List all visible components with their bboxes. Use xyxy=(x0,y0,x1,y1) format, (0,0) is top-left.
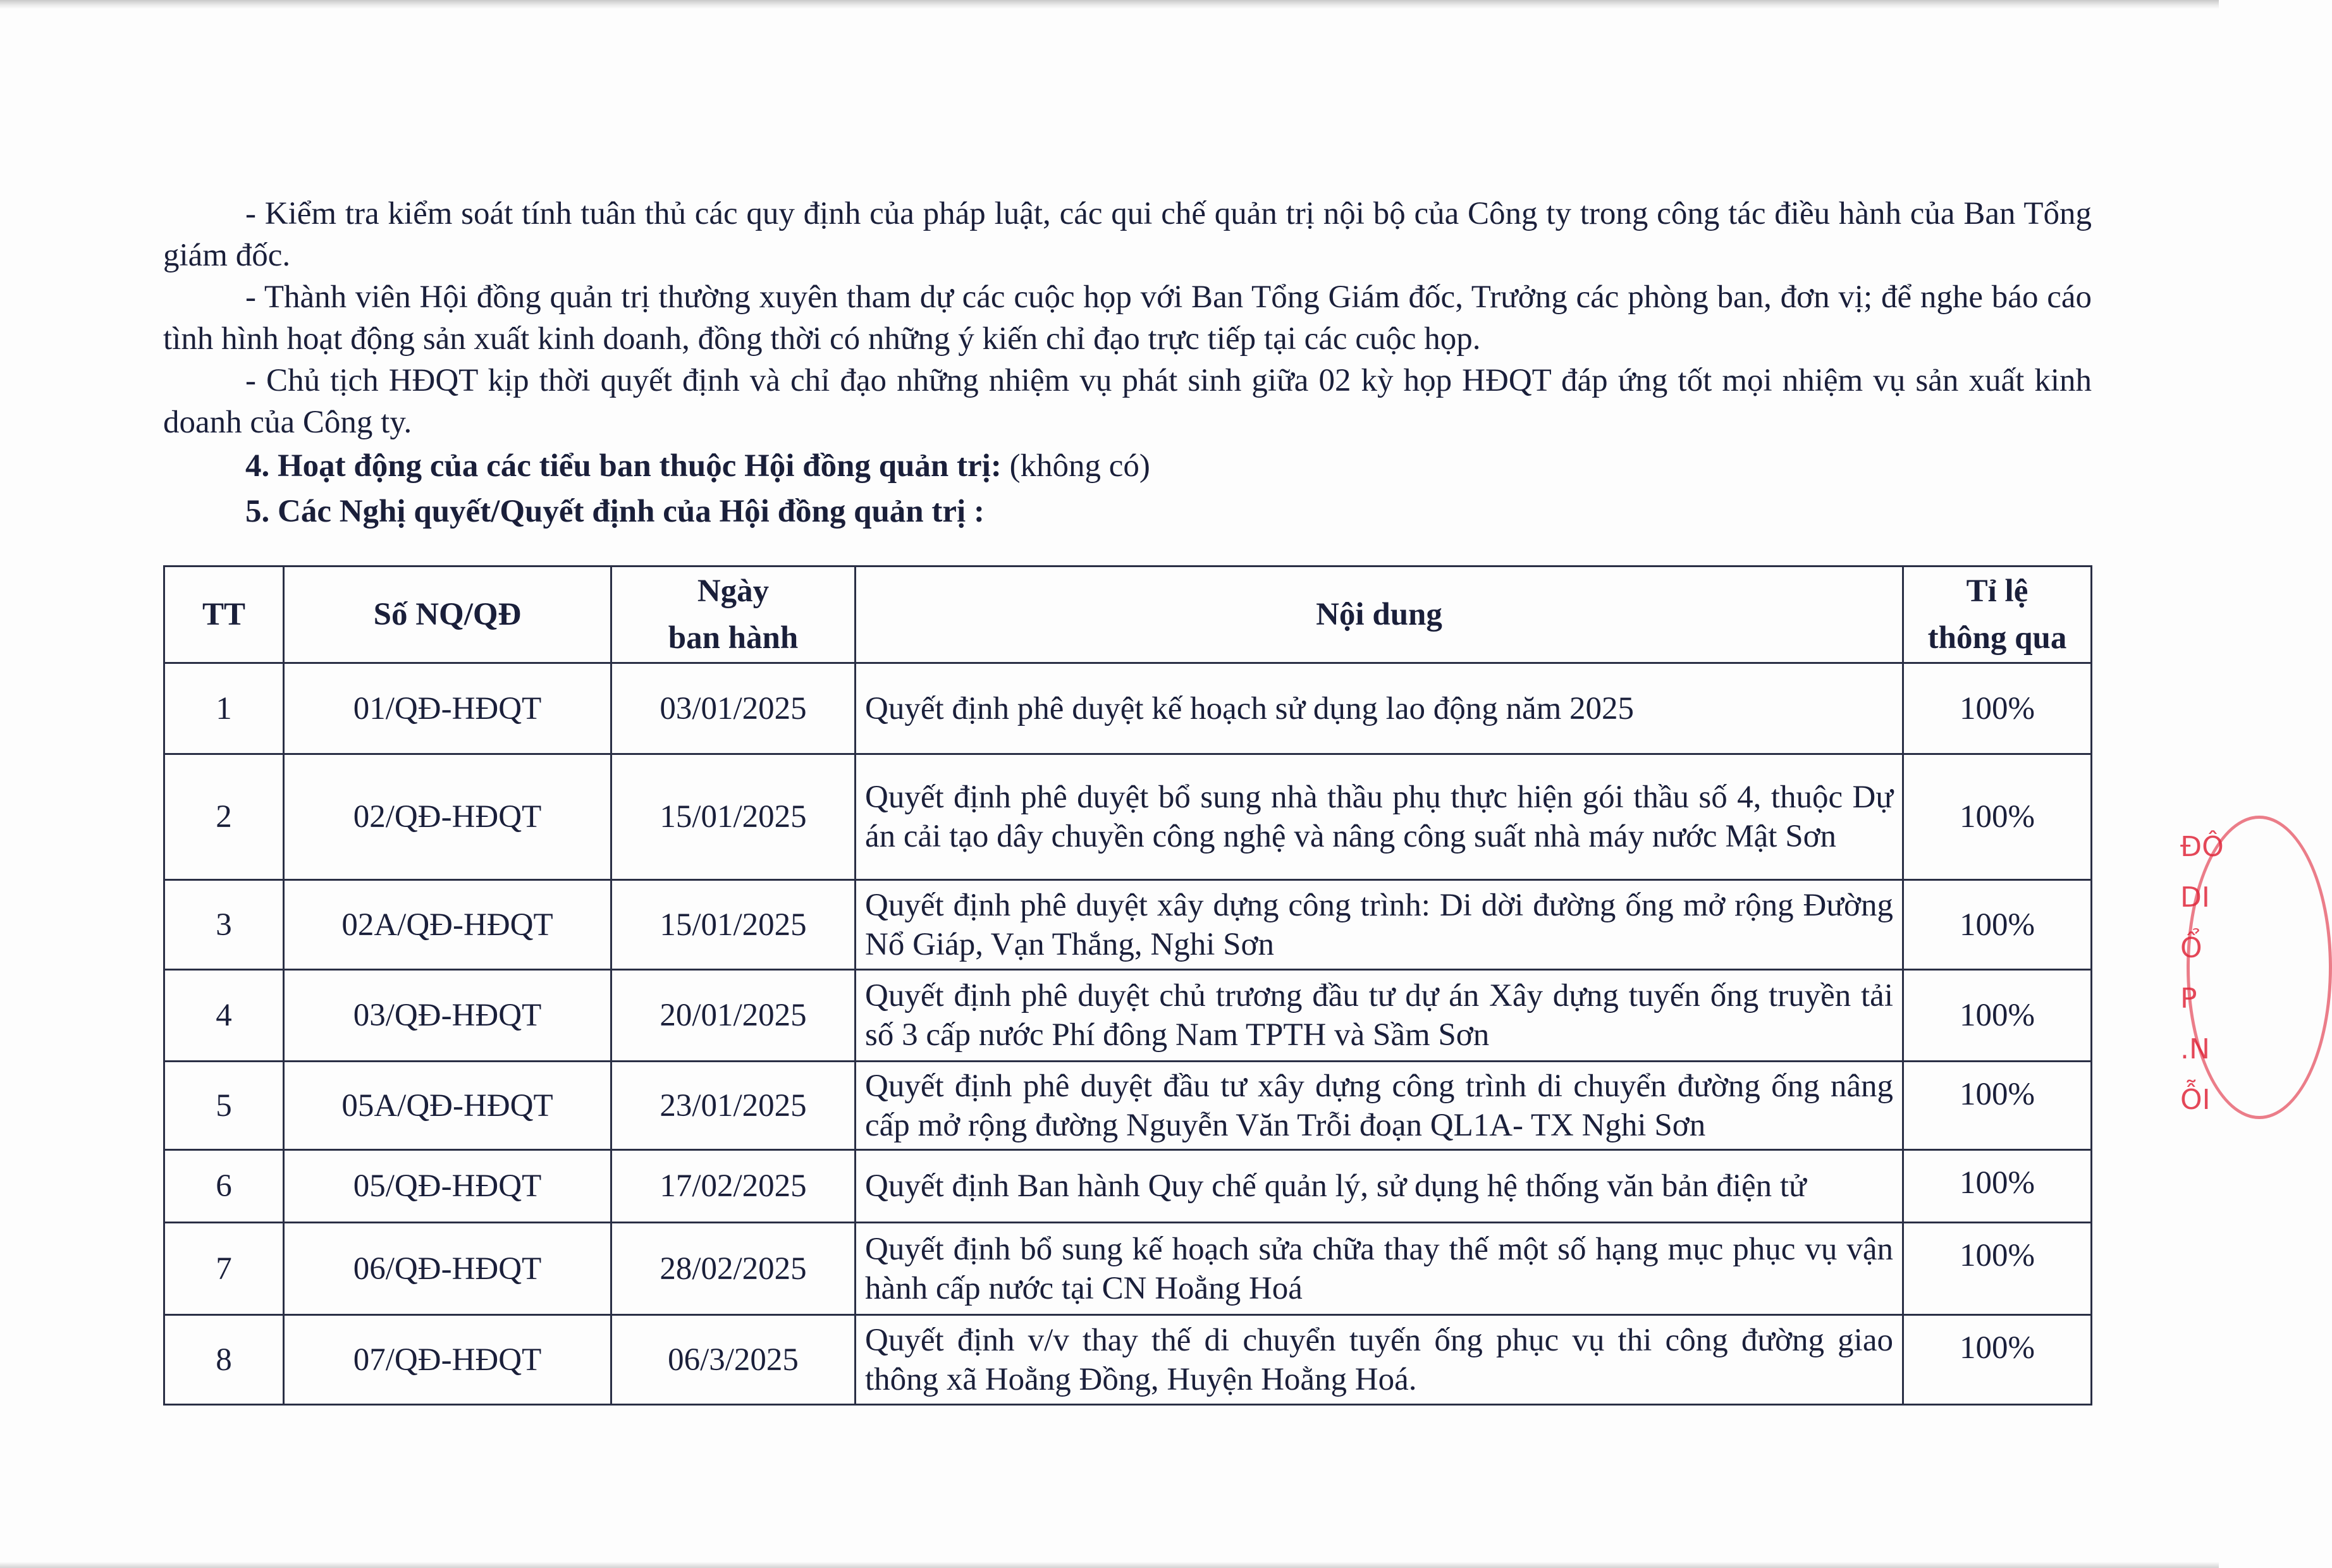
header-date-line2: ban hành xyxy=(668,620,799,656)
section-4-note: (không có) xyxy=(1001,448,1150,484)
cell-number: 02A/QĐ-HĐQT xyxy=(284,880,611,970)
cell-content: Quyết định phê duyệt bổ sung nhà thầu phụ thực hiện gói thầu số 4, thuộc Dự án cải tạo dây chuyền công nghệ và nâng công suất nhà máy nước Mật Sơn xyxy=(856,754,1903,880)
section-4-heading xyxy=(245,443,2092,489)
header-number: Số NQ/QĐ xyxy=(284,567,611,663)
table-row xyxy=(164,663,2092,754)
cell-date: 15/01/2025 xyxy=(611,880,856,970)
paragraph-meetings xyxy=(163,276,2092,360)
cell-tt: 1 xyxy=(164,663,284,754)
section-4-title: 4. Hoạt động của các tiểu ban thuộc Hội đồng quản trị: xyxy=(245,448,1002,484)
cell-number: 07/QĐ-HĐQT xyxy=(284,1315,611,1405)
cell-rate: 100% xyxy=(1903,1315,2092,1405)
table-row xyxy=(164,1062,2092,1150)
scan-edge-bottom xyxy=(0,1562,2219,1568)
table-header-row xyxy=(164,567,2092,663)
cell-tt: 3 xyxy=(164,880,284,970)
cell-number: 06/QĐ-HĐQT xyxy=(284,1223,611,1315)
cell-tt: 6 xyxy=(164,1150,284,1223)
cell-rate: 100% xyxy=(1903,1150,2092,1223)
cell-date: 28/02/2025 xyxy=(611,1223,856,1315)
header-rate-line2: thông qua xyxy=(1927,620,2067,656)
paragraph-chairman xyxy=(163,360,2092,443)
table-row xyxy=(164,1315,2092,1405)
paragraph-text: - Kiểm tra kiểm soát tính tuân thủ các quy định của pháp luật, các qui chế quản trị nội bộ của Công ty trong công tác điều hành của Ban Tổng giám đốc. xyxy=(163,196,2092,273)
paragraph-supervision xyxy=(163,193,2092,276)
cell-rate: 100% xyxy=(1903,1223,2092,1315)
cell-tt: 5 xyxy=(164,1062,284,1150)
cell-date: 15/01/2025 xyxy=(611,754,856,880)
cell-tt: 8 xyxy=(164,1315,284,1405)
cell-number: 02/QĐ-HĐQT xyxy=(284,754,611,880)
table-row xyxy=(164,1150,2092,1223)
header-rate xyxy=(1903,567,2092,663)
paragraph-text: - Thành viên Hội đồng quản trị thường xuyên tham dự các cuộc họp với Ban Tổng Giám đốc, Trưởng các phòng ban, đơn vị; để nghe báo cáo tình hình hoạt động sản xuất kinh doanh, đồng thời có những ý kiến chỉ đạo trực tiếp tại các cuộc họp. xyxy=(163,279,2092,357)
page-body xyxy=(163,193,2092,534)
cell-content: Quyết định v/v thay thế di chuyển tuyến ống phục vụ thi công đường giao thông xã Hoằng Đồng, Huyện Hoằng Hoá. xyxy=(856,1315,1903,1405)
cell-content: Quyết định phê duyệt kế hoạch sử dụng lao động năm 2025 xyxy=(856,663,1903,754)
cell-date: 20/01/2025 xyxy=(611,970,856,1062)
cell-rate: 100% xyxy=(1903,880,2092,970)
cell-rate: 100% xyxy=(1903,1062,2092,1150)
cell-number: 05/QĐ-HĐQT xyxy=(284,1150,611,1223)
table-row xyxy=(164,1223,2092,1315)
table-row xyxy=(164,754,2092,880)
cell-number: 03/QĐ-HĐQT xyxy=(284,970,611,1062)
cell-date: 06/3/2025 xyxy=(611,1315,856,1405)
cell-content: Quyết định phê duyệt xây dựng công trình: Di dời đường ống mở rộng Đường Nổ Giáp, Vạn Thắng, Nghi Sơn xyxy=(856,880,1903,970)
cell-content: Quyết định phê duyệt đầu tư xây dựng công trình di chuyển đường ống nâng cấp mở rộng đường Nguyễn Văn Trỗi đoạn QL1A- TX Nghi Sơn xyxy=(856,1062,1903,1150)
cell-content: Quyết định bổ sung kế hoạch sửa chữa thay thế một số hạng mục phục vụ vận hành cấp nước tại CN Hoằng Hoá xyxy=(856,1223,1903,1315)
header-date xyxy=(611,567,856,663)
scan-edge-top xyxy=(0,0,2219,9)
cell-rate: 100% xyxy=(1903,663,2092,754)
header-tt: TT xyxy=(164,567,284,663)
header-rate-line1: Tỉ lệ xyxy=(1966,573,2028,609)
red-stamp-fragment: ĐÔ DI Ổ P .N ỖI xyxy=(2180,831,2224,1116)
header-content: Nội dung xyxy=(856,567,1903,663)
cell-date: 23/01/2025 xyxy=(611,1062,856,1150)
cell-date: 17/02/2025 xyxy=(611,1150,856,1223)
cell-content: Quyết định Ban hành Quy chế quản lý, sử dụng hệ thống văn bản điện tử xyxy=(856,1150,1903,1223)
cell-rate: 100% xyxy=(1903,754,2092,880)
cell-rate: 100% xyxy=(1903,970,2092,1062)
paragraph-text: - Chủ tịch HĐQT kịp thời quyết định và chỉ đạo những nhiệm vụ phát sinh giữa 02 kỳ họp HĐQT đáp ứng tốt mọi nhiệm vụ sản xuất kinh doanh của Công ty. xyxy=(163,363,2092,440)
cell-content: Quyết định phê duyệt chủ trương đầu tư dự án Xây dựng tuyến ống truyền tải số 3 cấp nước Phí đông Nam TPTH và Sầm Sơn xyxy=(856,970,1903,1062)
table-row xyxy=(164,970,2092,1062)
cell-number: 01/QĐ-HĐQT xyxy=(284,663,611,754)
header-date-line1: Ngày xyxy=(697,573,770,609)
cell-tt: 4 xyxy=(164,970,284,1062)
section-5-heading xyxy=(245,489,2092,534)
cell-date: 03/01/2025 xyxy=(611,663,856,754)
table-row xyxy=(164,880,2092,970)
section-5-title: 5. Các Nghị quyết/Quyết định của Hội đồng quản trị : xyxy=(245,494,985,529)
cell-tt: 7 xyxy=(164,1223,284,1315)
resolutions-table xyxy=(163,565,2092,1406)
cell-number: 05A/QĐ-HĐQT xyxy=(284,1062,611,1150)
cell-tt: 2 xyxy=(164,754,284,880)
